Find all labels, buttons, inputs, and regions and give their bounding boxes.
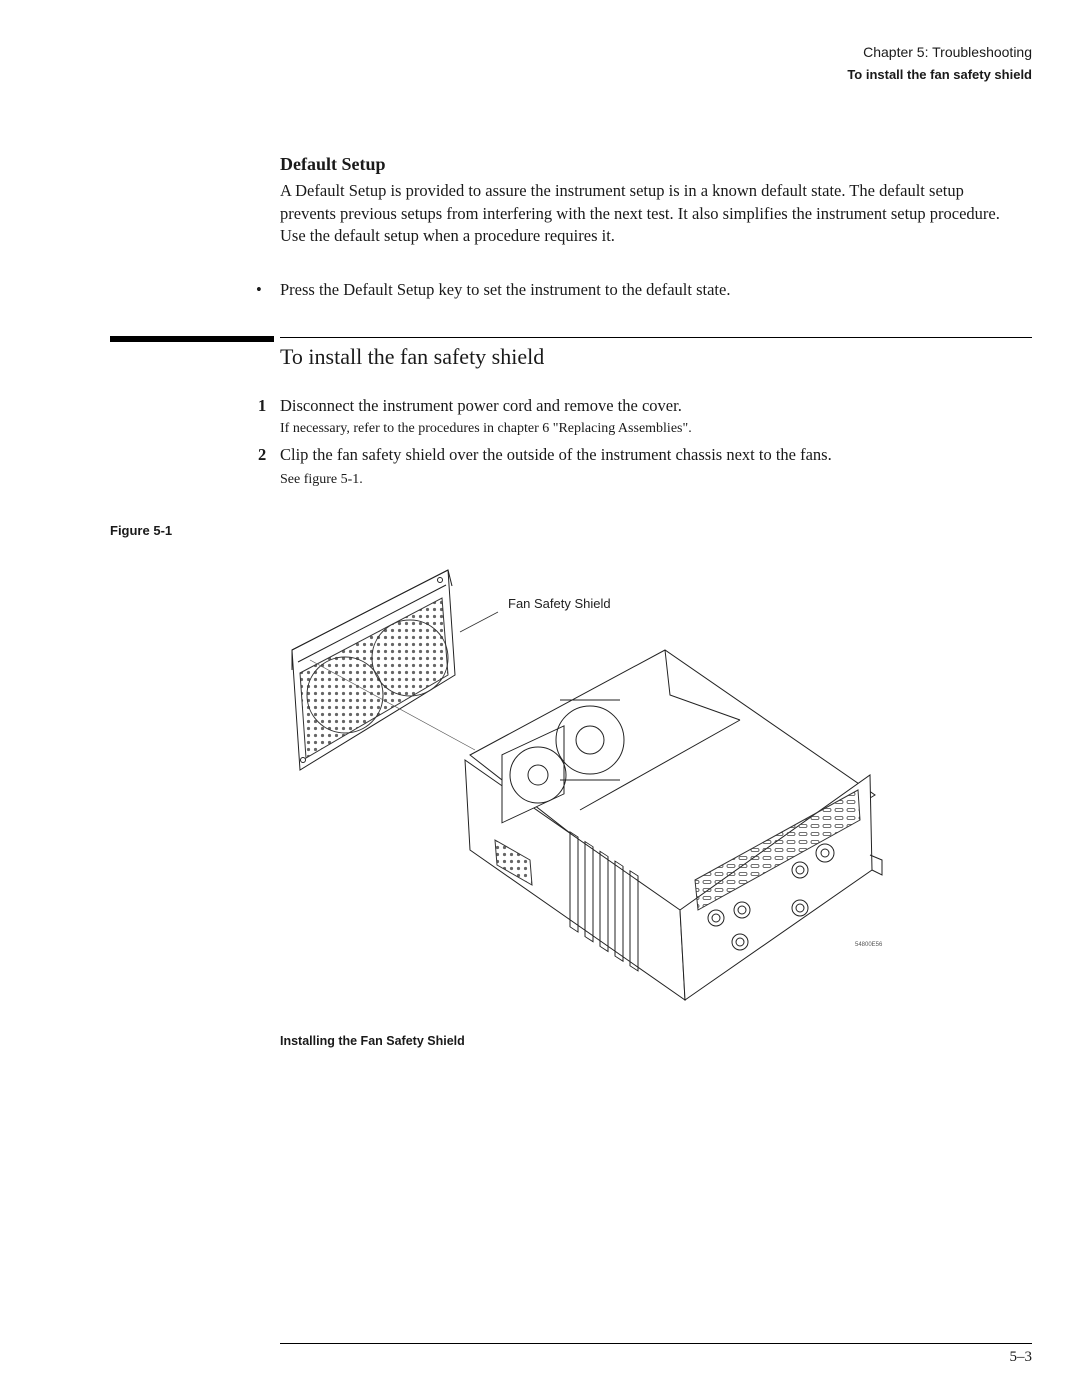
callout-label: Fan Safety Shield [508,596,611,611]
callout-leader [460,612,498,632]
step-2-number: 2 [258,445,267,464]
running-header-chapter: Chapter 5: Troubleshooting [863,44,1032,60]
footer-rule [280,1343,1032,1344]
step-2-note: See figure 5-1. [280,472,363,487]
default-setup-heading: Default Setup [280,154,386,174]
bullet-icon: • [256,280,262,299]
step-1-note: If necessary, refer to the procedures in chapter 6 "Replacing Assemblies". [280,421,692,436]
section-title: To install the fan safety shield [280,344,545,369]
step-1-number: 1 [258,396,267,415]
section-rule-thin [280,337,1032,338]
page-number: 5–3 [1009,1349,1032,1365]
running-header-section: To install the fan safety shield [847,67,1032,82]
step-1-text: Disconnect the instrument power cord and remove the cover. [280,396,682,415]
fan-shield-illustration [270,550,910,1020]
step-2-text: Clip the fan safety shield over the outside of the instrument chassis next to the fans. [280,445,832,464]
shield-plate [292,570,455,770]
default-setup-paragraph: A Default Setup is provided to assure the instrument setup is in a known default state. The default setup prevents previous setups from interfering with the next test. It also simplifies the instrument setup procedure. Use the default setup when a procedure requires it. [280,181,1000,245]
figure-caption: Installing the Fan Safety Shield [280,1034,465,1048]
figure-label: Figure 5-1 [110,523,173,538]
default-setup-bullet: Press the Default Setup key to set the instrument to the default state. [280,280,731,299]
section-rule-thick [110,336,274,342]
instrument-chassis [465,650,882,1000]
part-id-label: 54800E56 [855,942,883,948]
